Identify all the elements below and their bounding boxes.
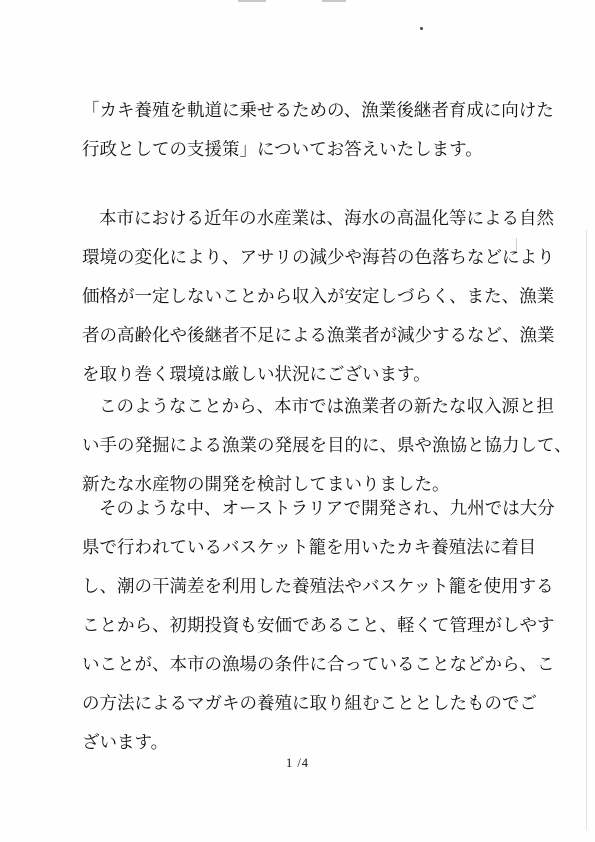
text-line: このようなことから、本市では漁業者の新たな収入源と担 <box>99 397 554 417</box>
text-line: いことが、本市の漁場の条件に合っていることなどから、こ <box>82 655 555 675</box>
text-line: い手の発掘による漁業の発展を目的に、県や漁協と協力して、 <box>82 436 572 456</box>
title-line: 「カキ養殖を軌道に乗せるための、漁業後継者育成に向けた <box>82 101 554 121</box>
text-line: ことから、初期投資も安価であること、軽くて管理がしやす <box>82 616 555 636</box>
text-line: 新たな水産物の開発を検討してまいりました。 <box>82 475 450 495</box>
text-line: 県で行われているバスケット籠を用いたカキ養殖法に着目 <box>82 538 537 558</box>
text-line: の方法によるマガキの養殖に取り組むこととしたものでご <box>82 694 537 714</box>
text-line: し、潮の干満差を利用した養殖法やバスケット籠を使用する <box>82 577 554 597</box>
text-line: を取り巻く環境は厳しい状況にございます。 <box>82 365 431 385</box>
scan-edge-line <box>586 230 587 830</box>
page-number: 1 /4 <box>285 756 310 770</box>
paragraph-2 <box>82 388 572 505</box>
text-line: そのような中、オーストラリアで開発され、九州では大分 <box>99 499 555 519</box>
text-line: 価格が一定しないことから収入が安定しづらく、また、漁業 <box>82 287 555 307</box>
text-line: 本市における近年の水産業は、海水の高温化等による自然 <box>99 209 554 229</box>
document-title <box>82 92 554 170</box>
title-line: 行政としての支援策」についてお答えいたします。 <box>82 140 483 160</box>
text-line: 環境の変化により、アサリの減少や海苔の色落ちなどにより <box>82 248 555 268</box>
text-line: ざいます。 <box>82 733 169 753</box>
scan-speck <box>420 27 423 30</box>
paragraph-3 <box>82 490 555 763</box>
scan-edge-mark <box>238 0 266 2</box>
text-line: 者の高齢化や後継者不足による漁業者が減少するなど、漁業 <box>82 326 555 346</box>
paragraph-1 <box>82 200 555 395</box>
scan-edge-mark <box>322 0 346 2</box>
